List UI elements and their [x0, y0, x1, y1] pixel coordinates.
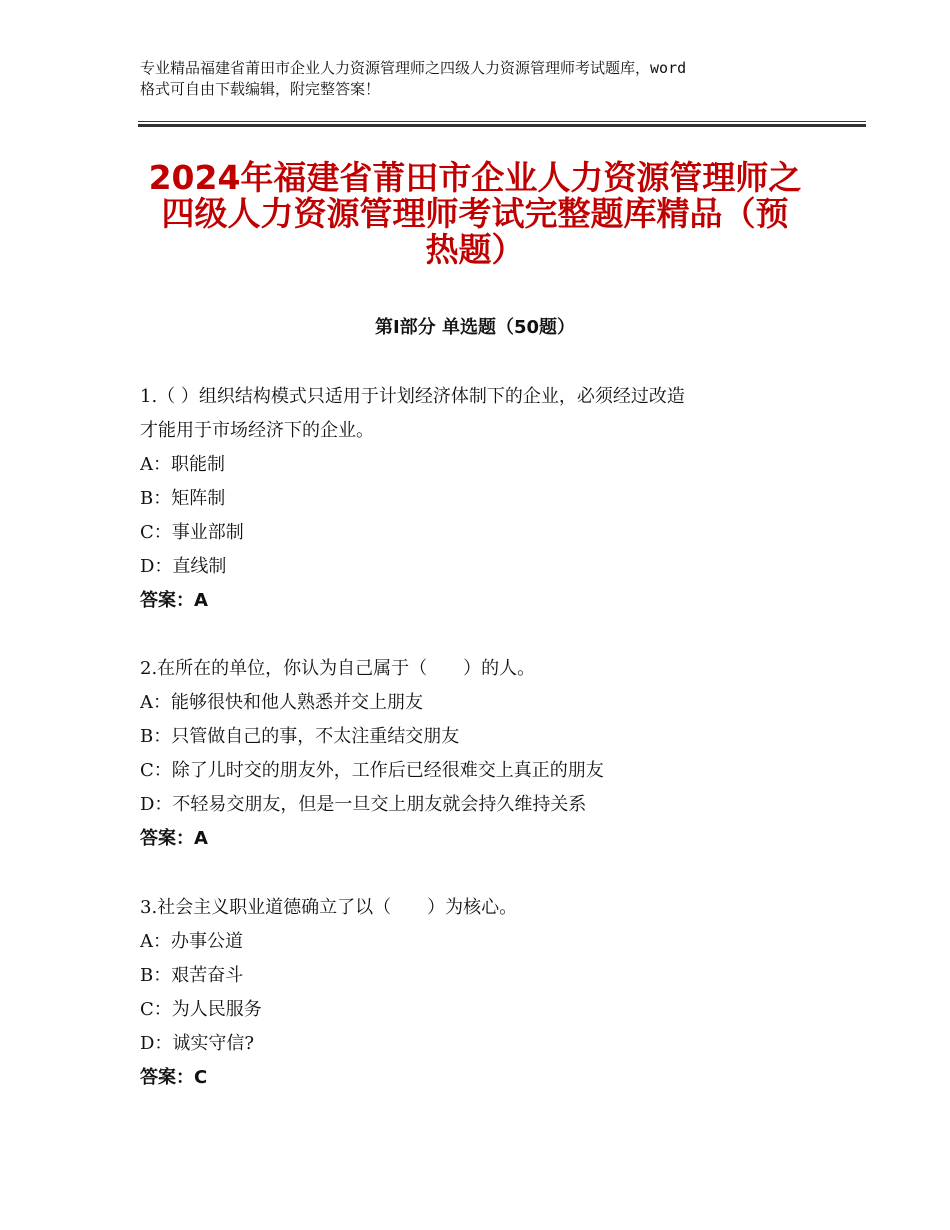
- question-1-answer: 答案：A: [140, 590, 208, 611]
- question-1-option-c: C：事业部制: [140, 522, 244, 543]
- section-heading: 第Ⅰ部分 单选题（50题）: [374, 317, 575, 338]
- question-3-stem-line-1: 3.社会主义职业道德确立了以（ ）为核心。: [140, 897, 518, 918]
- header-note-line-1: 专业精品福建省莆田市企业人力资源管理师之四级人力资源管理师考试题库，word: [140, 59, 687, 77]
- header-divider-thick: [138, 124, 866, 127]
- question-3-option-d: D：诚实守信?: [140, 1033, 255, 1054]
- question-3-option-b: B：艰苦奋斗: [140, 965, 244, 986]
- question-2-option-b: B：只管做自己的事，不太注重结交朋友: [140, 726, 460, 747]
- question-3: [140, 891, 830, 1095]
- question-2-answer: 答案：A: [140, 828, 208, 849]
- question-3-option-a: A：办事公道: [140, 931, 243, 952]
- question-1-stem-line-1: 1.（ ）组织结构模式只适用于计划经济体制下的企业，必须经过改造: [140, 386, 685, 407]
- question-1-option-b: B：矩阵制: [140, 488, 226, 509]
- question-2: [140, 652, 830, 856]
- document-title: [120, 160, 830, 268]
- header-divider-thin: [138, 121, 866, 122]
- question-1-option-d: D：直线制: [140, 556, 227, 577]
- title-line-2: 四级人力资源管理师考试完整题库精品（预: [161, 194, 789, 233]
- question-3-option-c: C：为人民服务: [140, 999, 262, 1020]
- question-2-stem-line-1: 2.在所在的单位，你认为自己属于（ ）的人。: [140, 658, 536, 679]
- header-note: [140, 58, 840, 100]
- question-1-stem-line-2: 才能用于市场经济下的企业。: [140, 420, 374, 441]
- question-1-option-a: A：职能制: [140, 454, 225, 475]
- title-line-1: 2024年福建省莆田市企业人力资源管理师之: [148, 158, 802, 197]
- header-note-line-2: 格式可自由下载编辑，附完整答案！: [140, 80, 381, 98]
- title-line-3: 热题）: [425, 230, 525, 269]
- question-2-option-c: C：除了儿时交的朋友外，工作后已经很难交上真正的朋友: [140, 760, 604, 781]
- question-3-answer: 答案：C: [140, 1067, 208, 1088]
- question-2-option-d: D：不轻易交朋友，但是一旦交上朋友就会持久维持关系: [140, 794, 587, 815]
- question-1: [140, 380, 830, 618]
- question-2-option-a: A：能够很快和他人熟悉并交上朋友: [140, 692, 423, 713]
